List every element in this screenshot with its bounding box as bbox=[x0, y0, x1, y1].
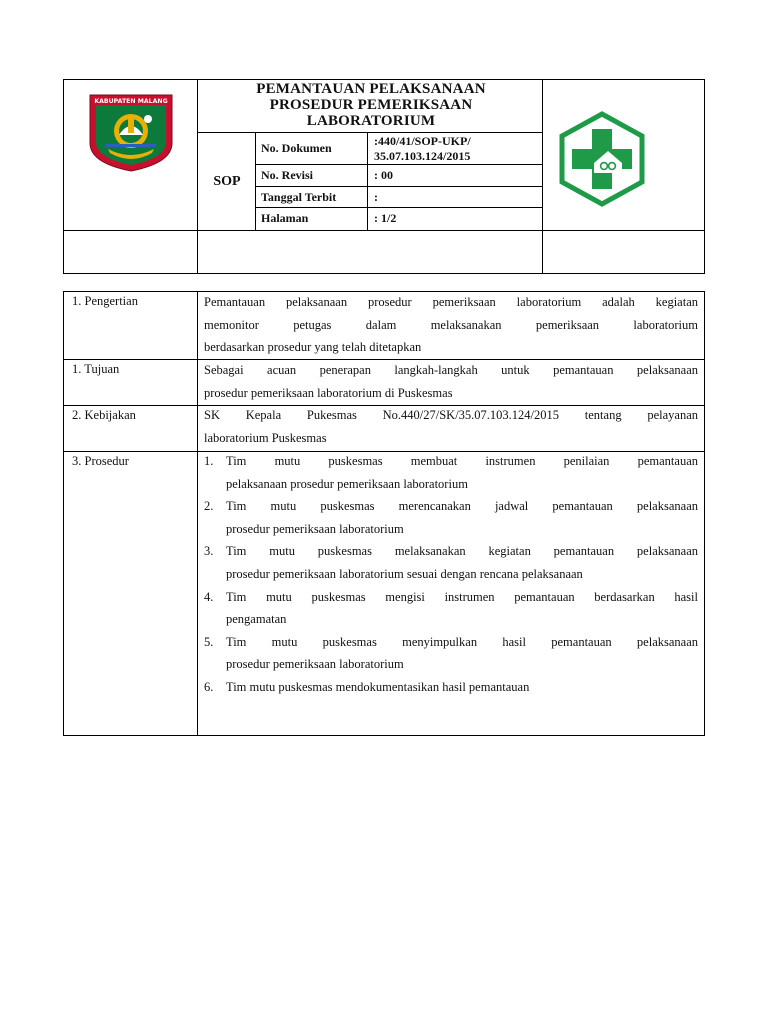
procedure-step: 3. Tim mutu puskesmas melaksanakan kegiatan pemantauan pelaksanaan prosedur pemeriksaan laboratorium sesuai dengan rencana pelaksanaan bbox=[204, 544, 698, 581]
label-pengertian: 1. Pengertian bbox=[72, 294, 138, 308]
logo-text: KABUPATEN MALANG bbox=[94, 98, 168, 105]
sop-label: SOP bbox=[213, 174, 241, 189]
procedure-list bbox=[204, 450, 698, 699]
text-tujuan: Sebagai acuan penerapan langkah-langkah untuk pemantauan pelaksanaan prosedur pemeriksaan laboratorium di Puskesmas bbox=[204, 363, 698, 400]
procedure-step: 1. Tim mutu puskesmas membuat instrumen penilaian pemantauan pelaksanaan prosedur pemeriksaan laboratorium bbox=[204, 454, 698, 491]
document-title: PEMANTAUAN PELAKSANAAN PROSEDUR PEMERIKSAAN LABORATORIUM bbox=[256, 81, 486, 129]
meta-key-halaman: Halaman bbox=[261, 211, 309, 225]
label-tujuan: 1. Tujuan bbox=[72, 362, 120, 376]
meta-value-tanggal-terbit: : bbox=[374, 190, 378, 204]
meta-key-no-revisi: No. Revisi bbox=[261, 168, 313, 182]
label-kebijakan: 2. Kebijakan bbox=[72, 408, 136, 422]
label-prosedur: 3. Prosedur bbox=[72, 454, 129, 468]
procedure-step: 2. Tim mutu puskesmas merencanakan jadwal pemantauan pelaksanaan prosedur pemeriksaan laboratorium bbox=[204, 499, 698, 536]
meta-value-no-revisi: : 00 bbox=[374, 168, 393, 182]
sop-header-table bbox=[63, 79, 705, 274]
sop-content-table bbox=[63, 291, 705, 736]
meta-key-no-dokumen: No. Dokumen bbox=[261, 141, 332, 155]
procedure-step: 4. Tim mutu puskesmas mengisi instrumen pemantauan berdasarkan hasil pengamatan bbox=[204, 589, 698, 627]
puskesmas-logo bbox=[552, 111, 652, 207]
text-kebijakan: SK Kepala Pukesmas No.440/27/SK/35.07.103.124/2015 tentang pelayanan laboratorium Puskesmas bbox=[204, 408, 698, 445]
meta-key-tanggal-terbit: Tanggal Terbit bbox=[261, 190, 337, 204]
procedure-step: 5. Tim mutu puskesmas menyimpulkan hasil pemantauan pelaksanaan prosedur pemeriksaan laboratorium bbox=[204, 634, 698, 672]
kabupaten-malang-logo bbox=[86, 89, 176, 173]
procedure-step: 6. Tim mutu puskesmas mendokumentasikan hasil pemantauan bbox=[204, 679, 530, 694]
meta-value-halaman: : 1/2 bbox=[374, 211, 397, 225]
meta-value-no-dokumen: :440/41/SOP-UKP/ 35.07.103.124/2015 bbox=[374, 134, 471, 163]
text-pengertian: Pemantauan pelaksanaan prosedur pemeriksaan laboratorium adalah kegiatan memonitor petugas dalam melaksanakan pemeriksaan laboratorium berdasarkan prosedur yang telah ditetapkan bbox=[204, 295, 698, 355]
